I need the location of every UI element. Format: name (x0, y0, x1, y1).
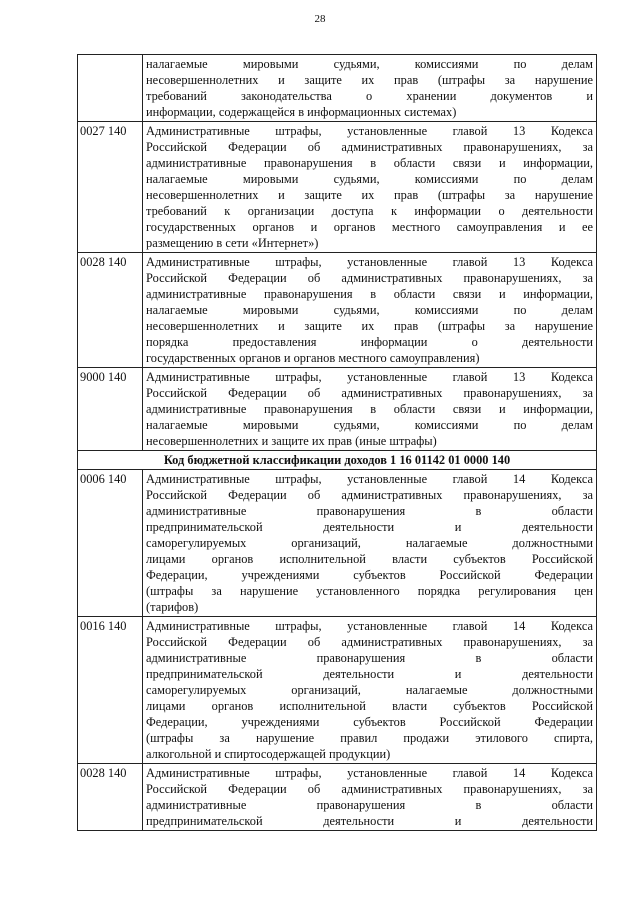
description-line: Российской Федерации об административных правонарушениях, за (146, 782, 593, 796)
description-line: налагаемые мировыми судьями, комиссиями по делам (146, 57, 593, 71)
table-body (78, 55, 597, 831)
table-row (78, 617, 597, 764)
income-description (143, 764, 597, 831)
description-line: порядка предоставления информации о деятельности (146, 335, 593, 349)
description-line: Российской Федерации об административных правонарушениях, за (146, 271, 593, 285)
description-line: несовершеннолетних и защите их прав (штрафы за нарушение (146, 73, 593, 87)
description-line: налагаемые мировыми судьями, комиссиями по делам (146, 172, 593, 186)
income-subcode: 0028 140 (78, 253, 143, 368)
income-description (143, 122, 597, 253)
description-line: несовершеннолетних и защите их прав (штрафы за нарушение (146, 319, 593, 333)
description-line: Российской Федерации об административных правонарушениях, за (146, 140, 593, 154)
income-description (143, 55, 597, 122)
description-line: административные правонарушения в области (146, 504, 593, 518)
description-line: Российской Федерации об административных правонарушениях, за (146, 635, 593, 649)
description-line: лицами органов исполнительной власти субъектов Российской (146, 699, 593, 713)
description-line: административные правонарушения в области связи и информации, (146, 287, 593, 301)
section-header-row (78, 451, 597, 470)
description-line: саморегулируемых организаций, налагаемые должностными (146, 683, 593, 697)
page-number: 28 (314, 13, 326, 25)
income-description (143, 470, 597, 617)
description-line: административные правонарушения в области связи и информации, (146, 156, 593, 170)
income-description (143, 253, 597, 368)
description-line: Административные штрафы, установленные главой 14 Кодекса (146, 619, 593, 633)
income-subcode: 0027 140 (78, 122, 143, 253)
table-row (78, 55, 597, 122)
description-line: алкогольной и спиртосодержащей продукции) (146, 747, 391, 761)
table-row (78, 368, 597, 451)
description-line: Административные штрафы, установленные главой 14 Кодекса (146, 766, 593, 780)
description-line: требований к организации доступа к информации о деятельности (146, 204, 593, 218)
description-line: административные правонарушения в области связи и информации, (146, 402, 593, 416)
income-subcode: 9000 140 (78, 368, 143, 451)
description-line: требований законодательства о хранении документов и (146, 89, 593, 103)
table-row (78, 764, 597, 831)
income-subcode: 0028 140 (78, 764, 143, 831)
description-line: Федерации, учреждениями субъектов Российской Федерации (146, 715, 593, 729)
description-line: Административные штрафы, установленные главой 13 Кодекса (146, 124, 593, 138)
section-header-text: Код бюджетной классификации доходов 1 16 01142 01 0000 140 (78, 451, 597, 470)
description-line: информации, содержащейся в информационных системах) (146, 105, 457, 119)
description-line: предпринимательской деятельности и деятельности (146, 520, 593, 534)
budget-classification-table (77, 54, 597, 831)
description-line: налагаемые мировыми судьями, комиссиями по делам (146, 303, 593, 317)
description-line: налагаемые мировыми судьями, комиссиями по делам (146, 418, 593, 432)
description-line: несовершеннолетних и защите их прав (штрафы за нарушение (146, 188, 593, 202)
description-line: Федерации, учреждениями субъектов Российской Федерации (146, 568, 593, 582)
description-line: Административные штрафы, установленные главой 13 Кодекса (146, 255, 593, 269)
income-description (143, 368, 597, 451)
description-line: (тарифов) (146, 600, 199, 614)
description-line: саморегулируемых организаций, налагаемые должностными (146, 536, 593, 550)
table-row (78, 253, 597, 368)
description-line: предпринимательской деятельности и деятельности (146, 814, 593, 828)
description-line: (штрафы за нарушение правил продажи этилового спирта, (146, 731, 593, 745)
description-line: размещению в сети «Интернет») (146, 236, 319, 250)
description-line: Административные штрафы, установленные главой 13 Кодекса (146, 370, 593, 384)
description-line: Российской Федерации об административных правонарушениях, за (146, 386, 593, 400)
income-subcode: 0016 140 (78, 617, 143, 764)
description-line: предпринимательской деятельности и деятельности (146, 667, 593, 681)
description-line: государственных органов и органов местного самоуправления) (146, 351, 480, 365)
description-line: лицами органов исполнительной власти субъектов Российской (146, 552, 593, 566)
description-line: административные правонарушения в области (146, 651, 593, 665)
description-line: (штрафы за нарушение установленного порядка регулирования цен (146, 584, 593, 598)
income-subcode: 0006 140 (78, 470, 143, 617)
income-subcode (78, 55, 143, 122)
table-row (78, 122, 597, 253)
income-description (143, 617, 597, 764)
description-line: административные правонарушения в области (146, 798, 593, 812)
description-line: Административные штрафы, установленные главой 14 Кодекса (146, 472, 593, 486)
description-line: несовершеннолетних и защите их прав (иные штрафы) (146, 434, 437, 448)
table-row (78, 470, 597, 617)
description-line: Российской Федерации об административных правонарушениях, за (146, 488, 593, 502)
description-line: государственных органов и органов местного самоуправления и ее (146, 220, 593, 234)
